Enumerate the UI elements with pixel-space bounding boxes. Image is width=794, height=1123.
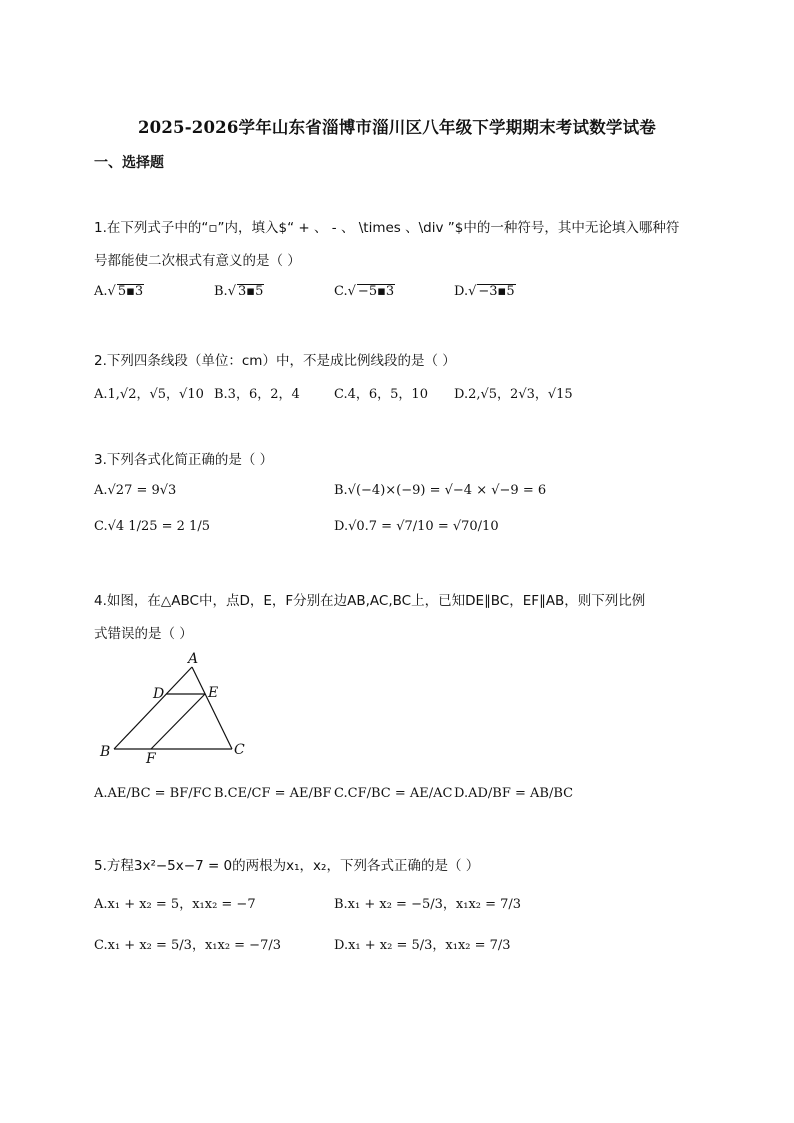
q5-option-a[interactable]: A.x₁ + x₂ = 5，x₁x₂ = −7 bbox=[94, 897, 256, 912]
label-f: F bbox=[146, 751, 156, 767]
label-a: A bbox=[188, 651, 199, 667]
q4-stem-line1: 4.如图，在△ABC中，点D，E，F分别在边AB,AC,BC上，已知DE∥BC，EF∥AB，则下列比例 bbox=[94, 593, 646, 609]
q2-option-d[interactable]: D.2,√5，2√3，√15 bbox=[454, 387, 573, 402]
q3-option-a[interactable]: A.√27 = 9√3 bbox=[94, 483, 177, 498]
q2-option-a[interactable]: A.1,√2，√5，√10 bbox=[94, 387, 204, 402]
q2-option-c[interactable]: C.4，6，5，10 bbox=[334, 387, 428, 402]
q1-option-c[interactable]: C.√ −5▪3 bbox=[334, 284, 395, 299]
q1-option-d[interactable]: D.√ −3▪5 bbox=[454, 284, 515, 299]
q5-option-d[interactable]: D.x₁ + x₂ = 5/3，x₁x₂ = 7/3 bbox=[334, 938, 511, 953]
q3-option-b[interactable]: B.√(−4)×(−9) = √−4 × √−9 = 6 bbox=[334, 483, 547, 498]
q3-option-d[interactable]: D.√0.7 = √7/10 = √70/10 bbox=[334, 519, 499, 534]
q4-option-c[interactable]: C.CF/BC = AE/AC bbox=[334, 786, 453, 801]
q2-stem: 2.下列四条线段（单位：cm）中，不是成比例线段的是（ ） bbox=[94, 353, 456, 369]
q4-stem-line2: 式错误的是（ ） bbox=[94, 626, 193, 642]
q1-option-a[interactable]: A.√ 5▪3 bbox=[94, 284, 144, 299]
q4-option-a[interactable]: A.AE/BC = BF/FC bbox=[94, 786, 212, 801]
q4-option-b[interactable]: B.CE/CF = AE/BF bbox=[214, 786, 332, 801]
section-heading: 一、选择题 bbox=[94, 155, 164, 171]
q5-option-b[interactable]: B.x₁ + x₂ = −5/3，x₁x₂ = 7/3 bbox=[334, 897, 522, 912]
q1-stem-line2: 号都能使二次根式有意义的是（ ） bbox=[94, 253, 301, 269]
label-e: E bbox=[208, 685, 219, 701]
label-c: C bbox=[234, 742, 245, 758]
triangle-figure bbox=[96, 650, 256, 768]
q4-option-d[interactable]: D.AD/BF = AB/BC bbox=[454, 786, 574, 801]
q5-option-c[interactable]: C.x₁ + x₂ = 5/3，x₁x₂ = −7/3 bbox=[94, 938, 281, 953]
q3-option-c[interactable]: C.√4 1/25 = 2 1/5 bbox=[94, 519, 210, 534]
q2-option-b[interactable]: B.3，6，2，4 bbox=[214, 387, 300, 402]
q1-option-b[interactable]: B.√ 3▪5 bbox=[214, 284, 264, 299]
label-b: B bbox=[100, 744, 111, 760]
q1-stem-line1: 1.在下列式子中的“▫”内，填入$“ + 、 - 、 \times 、\div ”$中的一种符号，其中无论填入哪种符 bbox=[94, 220, 680, 236]
q3-stem: 3.下列各式化简正确的是（ ） bbox=[94, 452, 274, 468]
q5-stem: 5.方程3x²−5x−7 = 0的两根为x₁，x₂，下列各式正确的是（ ） bbox=[94, 858, 480, 874]
label-d: D bbox=[153, 686, 165, 702]
side-ac bbox=[192, 667, 232, 749]
page-title: 2025-2026学年山东省淄博市淄川区八年级下学期期末考试数学试卷 bbox=[138, 118, 656, 137]
side-ab bbox=[114, 667, 192, 749]
